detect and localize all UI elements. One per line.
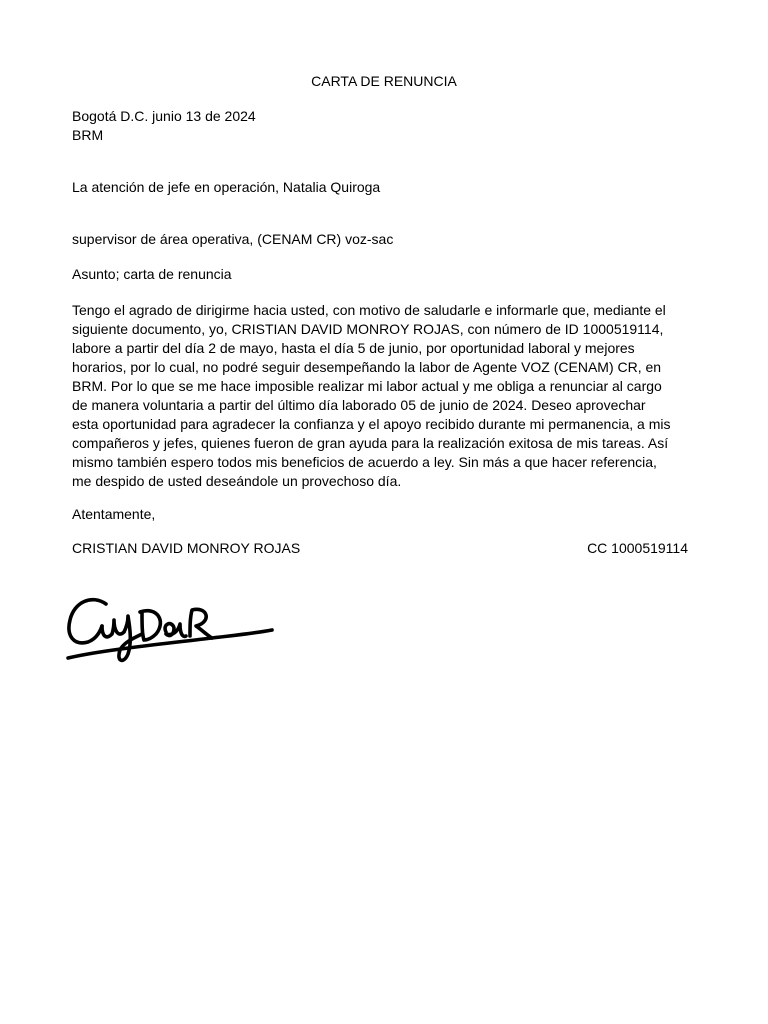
handwritten-signature [62, 592, 278, 670]
letter-title: CARTA DE RENUNCIA [311, 73, 457, 89]
subject-line: Asunto; carta de renuncia [72, 266, 232, 282]
signer-name: CRISTIAN DAVID MONROY ROJAS [72, 540, 301, 556]
recipient-role: supervisor de área operativa, (CENAM CR) voz-sac [72, 231, 394, 247]
body-line: horarios, por lo cual, no podré seguir desempeñando la labor de Agente VOZ (CENAM) CR, en [72, 359, 662, 375]
body-line: labore a partir del día 2 de mayo, hasta el día 5 de junio, por oportunidad laboral y mejores [72, 340, 635, 356]
recipient-line: La atención de jefe en operación, Natalia Quiroga [72, 179, 381, 195]
body-line: compañeros y jefes, quienes fueron de gran ayuda para la realización exitosa de mis tareas. Así [72, 435, 669, 451]
company-name: BRM [72, 127, 104, 143]
body-line: de manera voluntaria a partir del último día laborado 05 de junio de 2024. Deseo aprovechar [72, 397, 646, 413]
place-date: Bogotá D.C. junio 13 de 2024 [72, 108, 256, 124]
body-line: mismo también espero todos mis beneficios de acuerdo a ley. Sin más a que hacer referencia, [72, 454, 657, 470]
body-line: Tengo el agrado de dirigirme hacia usted, con motivo de saludarle e informarle que, mediante el [72, 302, 666, 318]
body-line: siguiente documento, yo, CRISTIAN DAVID MONROY ROJAS, con número de ID 1000519114, [72, 321, 664, 337]
body-line: me despido de usted deseándole un provechoso día. [72, 473, 402, 489]
signer-id: CC 1000519114 [587, 540, 688, 556]
closing: Atentamente, [72, 506, 156, 522]
body-line: esta oportunidad para agradecer la confianza y el apoyo recibido durante mi permanencia, a mis [72, 416, 671, 432]
body-line: BRM. Por lo que se me hace imposible realizar mi labor actual y me obliga a renunciar al cargo [72, 378, 662, 394]
body-paragraph [72, 301, 670, 491]
